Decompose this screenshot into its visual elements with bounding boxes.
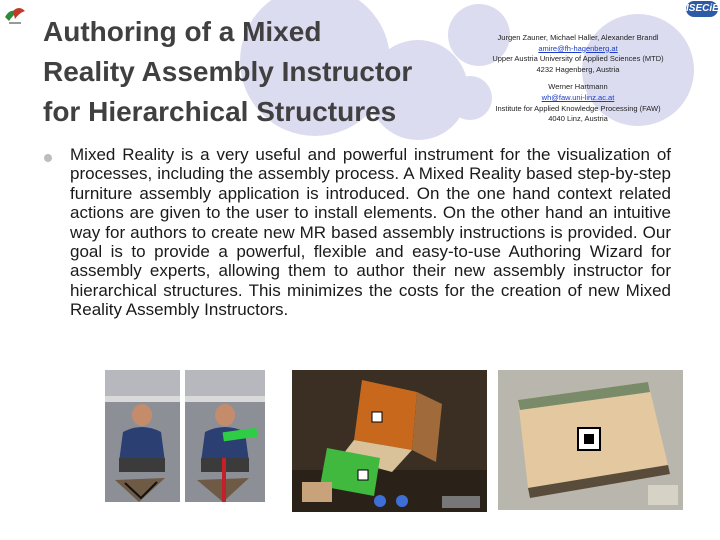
author-separator bbox=[474, 75, 682, 82]
bullet-icon bbox=[44, 154, 52, 162]
title-line: Authoring of a Mixed bbox=[43, 16, 322, 47]
author-block bbox=[474, 33, 682, 125]
abstract-text: Mixed Reality is a very useful and powerful instrument for the visualization of processes, including the assembly process. A Mixed Reality based step-by-step furniture assembly application is introduced. On the one hand context related actions are given to the user to install elements. On the other hand an intuitive way for authors to create new MR based assembly instructions is provided. Our goal is to provide a powerful, flexible and easy-to-use Authoring Wizard for assembly experts, allowing them to author their new assembly instructor for hierarchical structures. This minimizes the costs for the creation of new Mixed Reality Assembly Instructors. bbox=[70, 145, 671, 320]
author-city: 4040 Linz, Austria bbox=[548, 114, 608, 124]
author-email-link[interactable]: wh@faw.uni-linz.ac.at bbox=[541, 92, 615, 102]
page-title bbox=[43, 12, 473, 132]
author-organization: Upper Austria University of Applied Sciences (MTD) bbox=[492, 54, 664, 64]
assembly-photo-1 bbox=[105, 370, 180, 502]
ar-assembly-scene bbox=[292, 370, 487, 512]
arrow-right-icon[interactable] bbox=[396, 495, 408, 507]
author-names: Jurgen Zauner, Michael Haller, Alexander Brandl bbox=[497, 33, 659, 42]
assembly-photo-2 bbox=[185, 370, 265, 502]
isecie-logo: ISECiE bbox=[686, 1, 718, 17]
title-line: Reality Assembly Instructor bbox=[43, 56, 413, 87]
author-names: Werner Hartmann bbox=[548, 82, 608, 92]
fh-logo-icon bbox=[3, 3, 27, 27]
author-email-link[interactable]: amire@fh-hagenberg.at bbox=[538, 43, 618, 53]
author-city: 4232 Hagenberg, Austria bbox=[536, 64, 620, 74]
arrow-left-icon[interactable] bbox=[374, 495, 386, 507]
author-organization: Institute for Applied Knowledge Processing (FAW) bbox=[495, 103, 661, 113]
cabinet-marker-photo bbox=[498, 370, 683, 510]
title-line: for Hierarchical Structures bbox=[43, 96, 397, 127]
